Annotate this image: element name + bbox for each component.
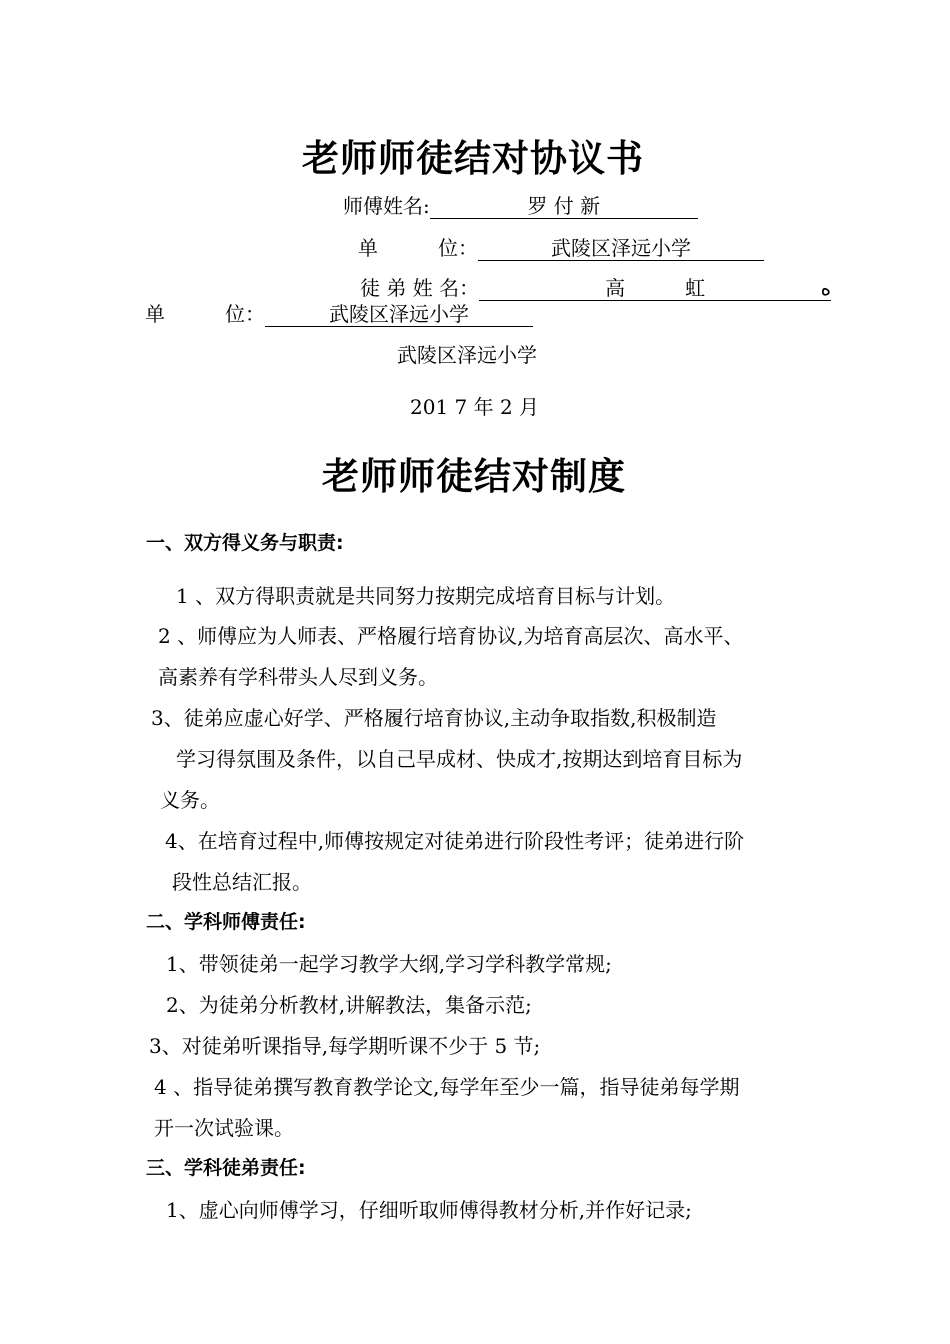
- apprentice-row: [360, 272, 831, 301]
- mentor-unit-label: 单 位：: [358, 236, 478, 260]
- paragraph-line: 4、在培育过程中,师傅按规定对徒弟进行阶段性考评；徒弟进行阶: [165, 829, 745, 853]
- paragraph-line: 段性总结汇报。: [172, 870, 312, 894]
- apprentice-mark: ه: [820, 276, 832, 300]
- apprentice-unit: 武陵区泽远小学: [265, 302, 533, 327]
- mentor-label: 师傅姓名:: [343, 194, 430, 218]
- system-title: 老师师徒结对制度: [322, 455, 626, 498]
- paragraph-line: 3、徒弟应虚心好学、严格履行培育协议,主动争取指数,积极制造: [151, 706, 717, 730]
- mentor-unit-row: [358, 232, 764, 261]
- paragraph-line: 3、对徒弟听课指导,每学期听课不少于 5 节;: [149, 1034, 541, 1058]
- section-heading: 三、学科徒弟责任:: [146, 1157, 306, 1179]
- section-heading: 一、双方得义务与职责:: [146, 532, 344, 554]
- paragraph-line: 1、虚心向师傅学习，仔细听取师傅得教材分析,并作好记录;: [166, 1198, 692, 1222]
- apprentice-label: 徒 弟 姓 名：: [360, 276, 480, 300]
- paragraph-line: 2、为徒弟分析教材,讲解教法，集备示范;: [166, 993, 532, 1017]
- mentor-name: 罗 付 新: [430, 194, 698, 219]
- paragraph-line: 开一次试验课。: [154, 1116, 294, 1140]
- paragraph-line: 1 、双方得职责就是共同努力按期完成培育目标与计划。: [176, 584, 676, 608]
- apprentice-unit-label: 单 位：: [145, 302, 265, 326]
- paragraph-line: 高素养有学科带头人尽到义务。: [158, 665, 438, 689]
- section-heading: 二、学科师傅责任:: [146, 911, 306, 933]
- apprentice-unit-row: [145, 298, 533, 327]
- agreement-title: 老师师徒结对协议书: [302, 137, 644, 180]
- paragraph-line: 学习得氛围及条件，以自己早成材、快成才,按期达到培育目标为: [176, 747, 743, 771]
- agreement-date: 201 7 年 2 月: [410, 395, 540, 419]
- mentor-row: [343, 190, 698, 219]
- apprentice-name-text: 高 虹: [605, 276, 706, 300]
- school-name: 武陵区泽远小学: [397, 343, 537, 367]
- paragraph-line: 4 、指导徒弟撰写教育教学论文,每学年至少一篇，指导徒弟每学期: [154, 1075, 740, 1099]
- paragraph-line: 义务。: [160, 788, 220, 812]
- paragraph-line: 1、带领徒弟一起学习教学大纲,学习学科教学常规;: [166, 952, 612, 976]
- mentor-unit: 武陵区泽远小学: [478, 236, 764, 261]
- paragraph-line: 2 、师傅应为人师表、严格履行培育协议,为培育高层次、高水平、: [158, 624, 744, 648]
